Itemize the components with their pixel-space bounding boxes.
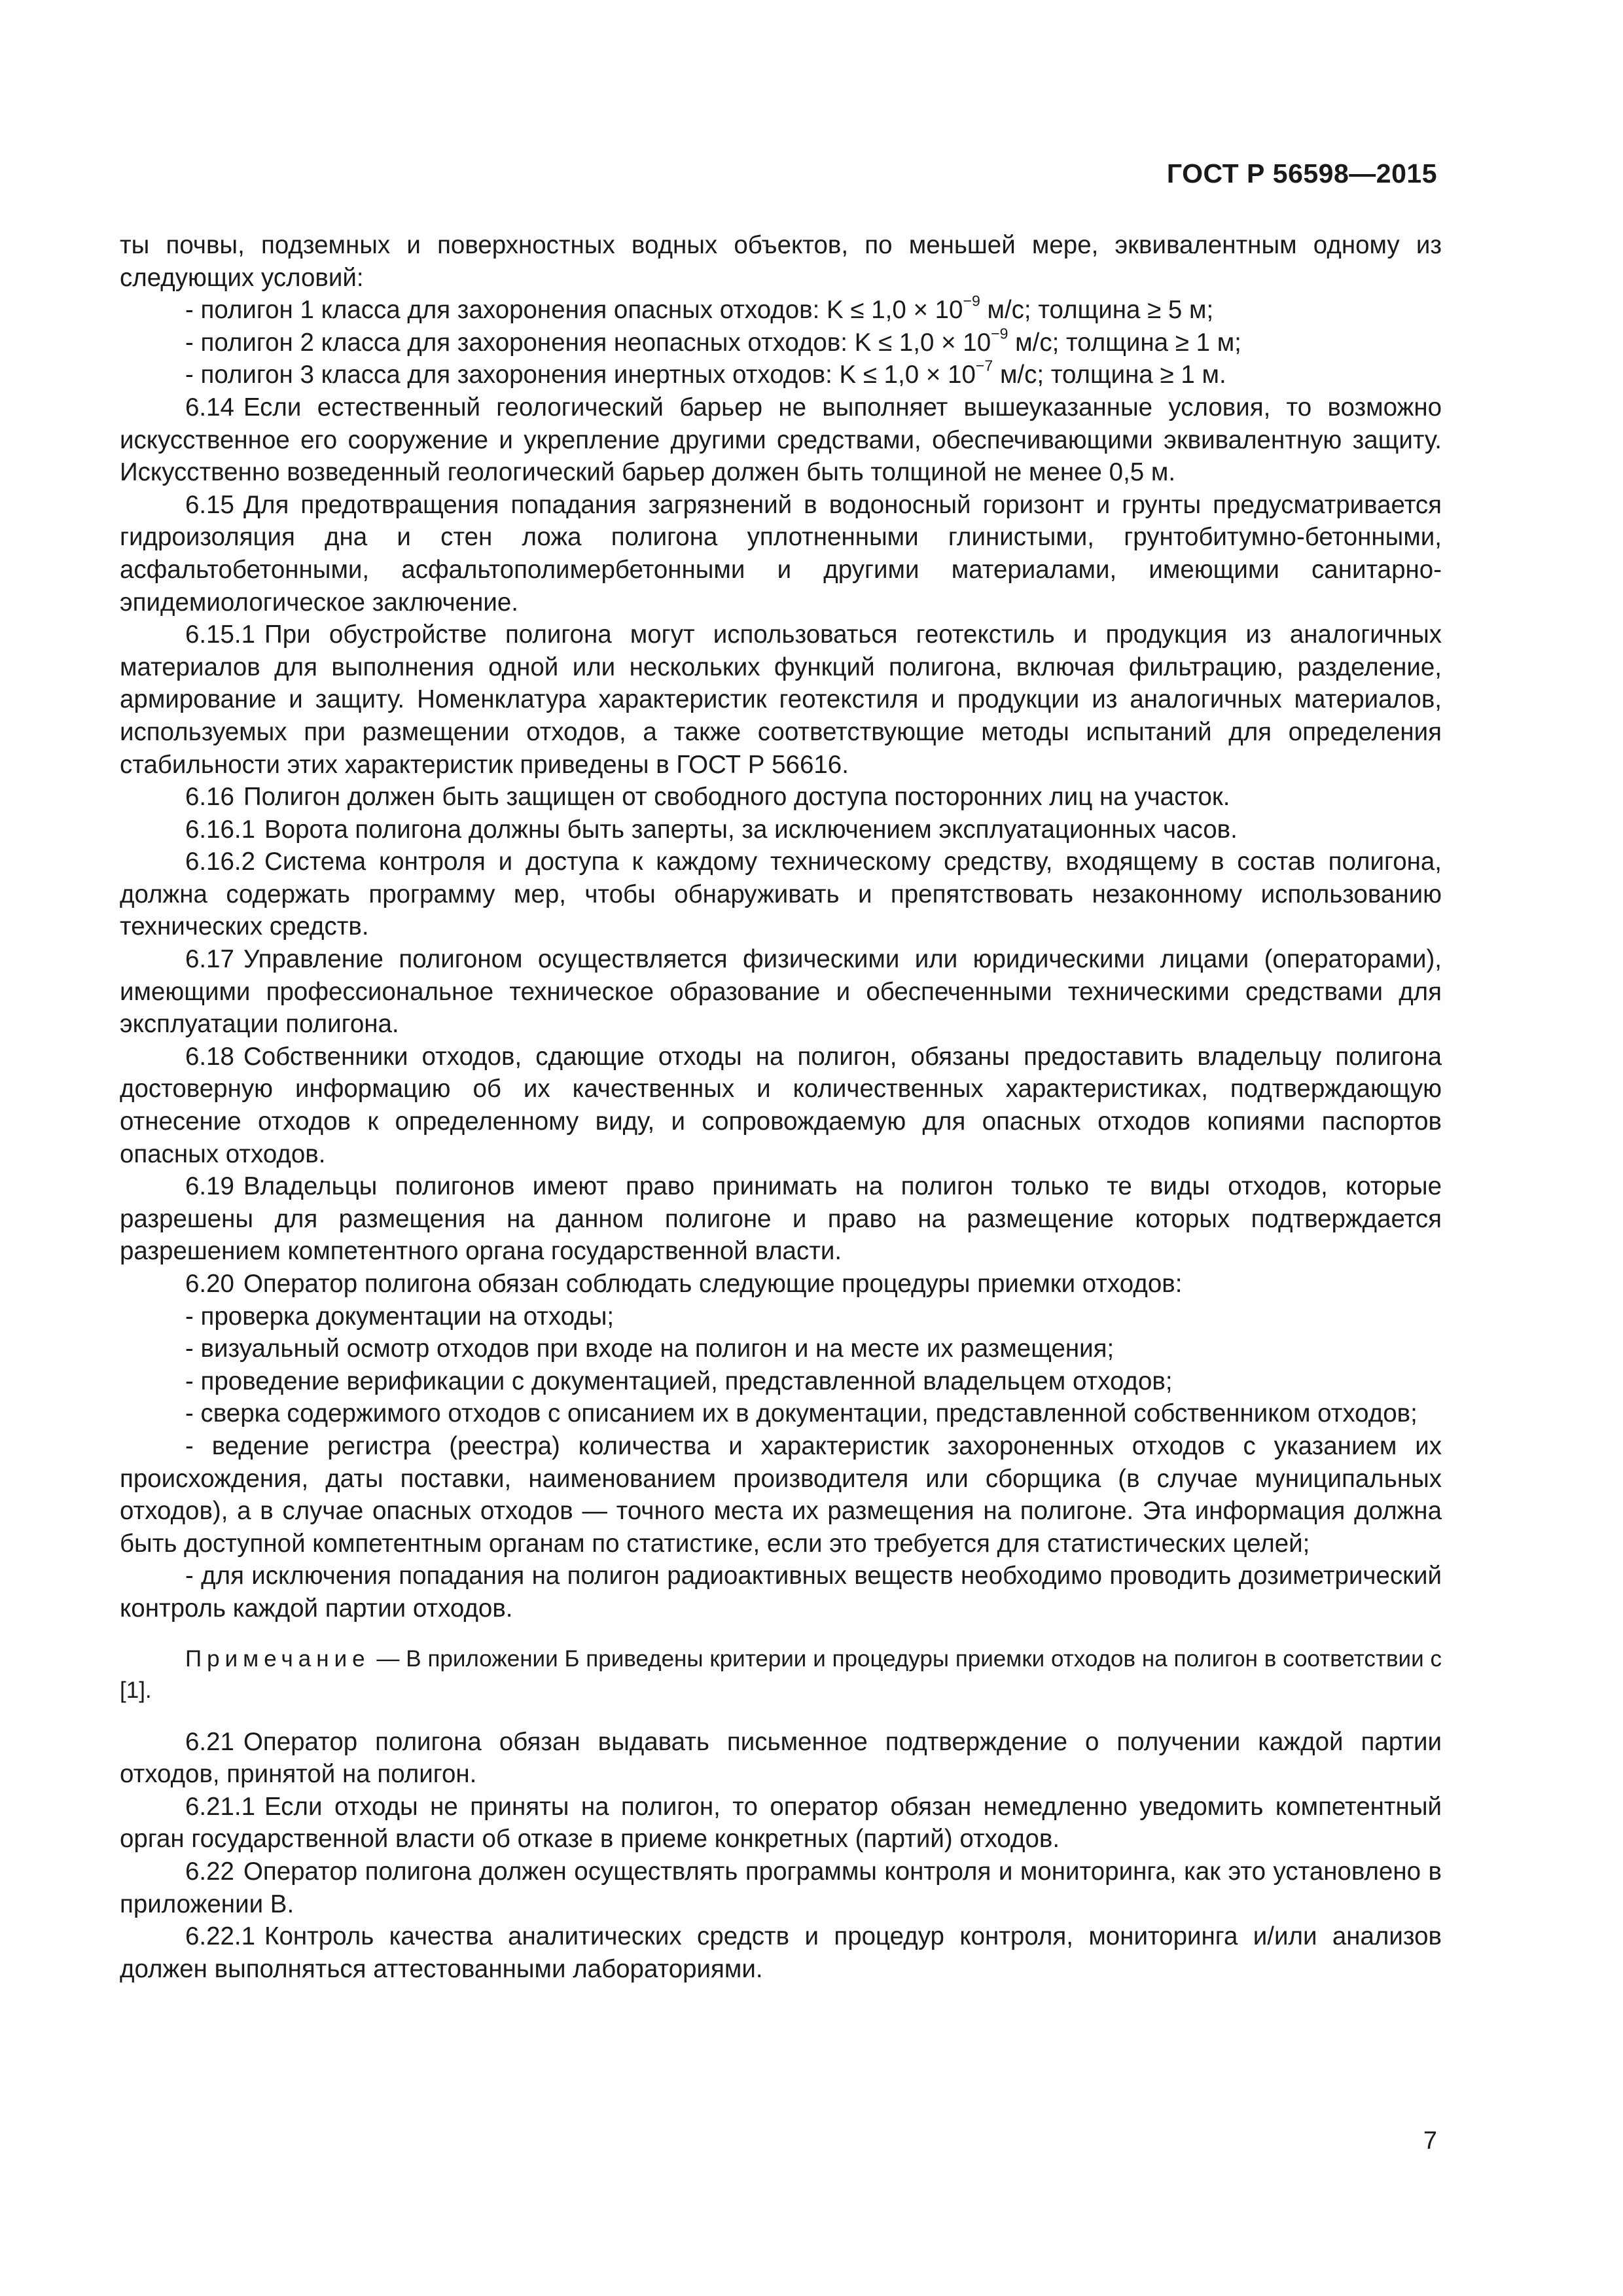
clause-number: 6.20 — [185, 1270, 234, 1298]
exponent: −9 — [991, 325, 1008, 342]
exponent: −7 — [975, 357, 993, 374]
list-item-class-2: - полигон 2 класса для захоронения неопасных отходов: $K \le 1,0 \times 10^{-9}$ м/с; толщина ≥ 1 м; — [185, 325, 1241, 357]
document-body — [120, 229, 1442, 1985]
clause-number: 6.22 — [185, 1857, 234, 1886]
paragraph-intro: ты почвы, подземных и поверхностных водных объектов, по меньшей мере, эквивалентным одному из следующих условий: — [120, 231, 1442, 292]
clause-6-16-1: 6.16.1 Ворота полигона должны быть заперты, за исключением эксплуатационных часов. — [185, 815, 1238, 844]
clause-6-14: 6.14 Если естественный геологический барьер не выполняет вышеуказанные условия, то возможно искусственное его сооружение и укрепление другими средствами, обеспечивающими эквивалентную защиту. Искусственно возведенный геологический барьер должен быть толщиной не менее 0,5 м. — [120, 393, 1442, 487]
clause-number: 6.18 — [185, 1042, 234, 1071]
list-item: - ведение регистра (реестра) количества и характеристик захороненных отходов с указанием их происхождения, даты поставки, наименованием производителя или сборщика (в случае муниципальных отходов), а в случае опасных отходов — точного места их размещения на полигоне. Эта информация должна быть доступной компетентным органам по статистике, если это требуется для статистических целей; — [120, 1431, 1442, 1558]
standard-number: ГОСТ Р 56598—2015 — [1166, 158, 1437, 188]
list-item: - сверка содержимого отходов с описанием их в документации, представленной собственником отходов; — [185, 1399, 1418, 1428]
clause-number: 6.17 — [185, 945, 234, 974]
clause-6-20: 6.20 Оператор полигона обязан соблюдать следующие процедуры приемки отходов: — [185, 1270, 1183, 1298]
list-item-class-1: - полигон 1 класса для захоронения опасных отходов: $K \le 1,0 \times 10^{-9}$ м/с; толщина ≥ 5 м; — [185, 292, 1214, 325]
clause-number: 6.19 — [185, 1172, 234, 1201]
clause-6-22-1: 6.22.1 Контроль качества аналитических средств и процедур контроля, мониторинга и/или анализов должен выполняться аттестованными лабораториями. — [120, 1922, 1442, 1983]
list-item-class-3: - полигон 3 класса для захоронения инертных отходов: $K \le 1,0 \times 10^{-7}$ м/с; толщина ≥ 1 м. — [185, 357, 1226, 389]
clause-number: 6.16 — [185, 783, 234, 812]
note-text: — В приложении Б приведены критерии и процедуры приемки отходов на полигон в соответствии с [1]. — [120, 1645, 1442, 1703]
note — [120, 1643, 1442, 1706]
clause-6-19: 6.19 Владельцы полигонов имеют право принимать на полигон только те виды отходов, которые разрешены для размещения на данном полигоне и право на размещение которых подтверждается разрешением компетентного органа государственной власти. — [120, 1172, 1442, 1266]
list-item: - визуальный осмотр отходов при входе на полигон и на месте их размещения; — [185, 1335, 1115, 1363]
list-item: - проверка документации на отходы; — [185, 1302, 615, 1331]
clause-6-18: 6.18 Собственники отходов, сдающие отходы на полигон, обязаны предоставить владельцу полигона достоверную информацию об их качественных и количественных характеристиках, подтверждающую отнесение отходов к определенному виду, и сопровождаемую для опасных отходов копиями паспортов опасных отходов. — [120, 1042, 1442, 1168]
clause-6-15: 6.15 Для предотвращения попадания загрязнений в водоносный горизонт и грунты предусматривается гидроизоляция дна и стен ложа полигона уплотненными глинистыми, грунтобитумно-бетонными, асфальтобетонными, асфальтополимербетонными и другими материалами, имеющими санитарно-эпидемиологическое заключение. — [120, 490, 1442, 617]
clause-number: 6.22.1 — [185, 1922, 256, 1951]
clause-6-15-1: 6.15.1 При обустройстве полигона могут использоваться геотекстиль и продукция из аналогичных материалов для выполнения одной или нескольких функций полигона, включая фильтрацию, разделение, армирование и защиту. Номенклатура характеристик геотекстиля и продукции из аналогичных материалов, используемых при размещении отходов, а также соответствующие методы испытаний для определения стабильности этих характеристик приведены в ГОСТ Р 56616. — [120, 620, 1442, 779]
clause-number: 6.21.1 — [185, 1792, 256, 1821]
clause-number: 6.14 — [185, 393, 234, 422]
clause-6-21-1: 6.21.1 Если отходы не приняты на полигон, то оператор обязан немедленно уведомить компетентный орган государственной власти об отказе в приеме конкретных (партий) отходов. — [120, 1792, 1442, 1854]
clause-number: 6.16.1 — [185, 815, 256, 844]
list-item: - проведение верификации с документацией, представленной владельцем отходов; — [185, 1367, 1173, 1395]
clause-6-16: 6.16 Полигон должен быть защищен от свободного доступа посторонних лиц на участок. — [185, 783, 1230, 812]
clause-6-21: 6.21 Оператор полигона обязан выдавать письменное подтверждение о получении каждой партии отходов, принятой на полигон. — [120, 1727, 1442, 1789]
clause-6-22: 6.22 Оператор полигона должен осуществлять программы контроля и мониторинга, как это установлено в приложении В. — [120, 1857, 1442, 1918]
clause-number: 6.21 — [185, 1727, 234, 1756]
page-number: 7 — [1423, 2127, 1437, 2155]
clause-number: 6.15 — [185, 490, 234, 519]
clause-number: 6.15.1 — [185, 620, 256, 649]
list-item: - для исключения попадания на полигон радиоактивных веществ необходимо проводить дозиметрический контроль каждой партии отходов. — [120, 1562, 1442, 1623]
document-header — [1167, 158, 1437, 189]
clause-6-16-2: 6.16.2 Система контроля и доступа к каждому техническому средству, входящему в состав полигона, должна содержать программу мер, чтобы обнаруживать и препятствовать незаконному использованию технических средств. — [120, 848, 1442, 941]
clause-number: 6.16.2 — [185, 848, 256, 876]
note-label: Примечание — [185, 1645, 370, 1672]
exponent: −9 — [963, 292, 980, 310]
clause-6-17: 6.17 Управление полигоном осуществляется физическими или юридическими лицами (операторами), имеющими профессиональное техническое образование и обеспеченными техническими средствами для эксплуатации полигона. — [120, 945, 1442, 1039]
